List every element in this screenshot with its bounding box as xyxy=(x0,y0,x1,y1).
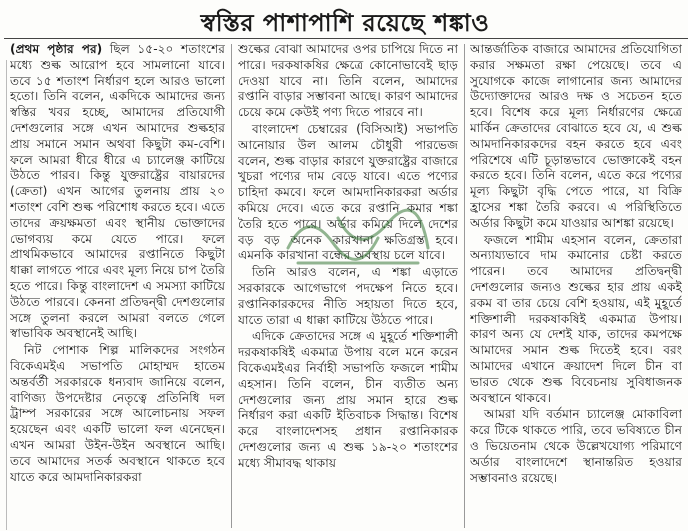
paragraph: শুল্কের বোঝা আমাদের ওপর চাপিয়ে দিতে না পারে। দরকষাকষির ক্ষেত্রে কোনোভাবেই ছাড় দেওয়া যাবে না। তিনি বলেন, আমাদের রপ্তানি বাড়ার সম্ভাবনা আছে। কারণ আমাদের চেয়ে কমে কেউই পণ্য দিতে পারবে না। xyxy=(238,42,458,120)
column-separator xyxy=(231,44,232,528)
paragraph: তিনি আরও বলেন, এ শঙ্কা এড়াতে সরকারকে আগেভাগে পদক্ষেপ নিতে হবে। রপ্তানিকারকদের নীতি সহায়তা দিতে হবে, যাতে তারা এ ধাক্কা কাটিয়ে উঠতে পারে। xyxy=(238,265,458,327)
paragraph: নিট পোশাক শিল্প মালিকদের সংগঠন বিকেএমইএ সভাপতি মোহাম্মদ হাতেম অন্তর্বর্তী সরকারকে ধন্যবাদ জানিয়ে বলেন, বাণিজ্য উপদেষ্টার নেতৃত্বে প্রতিনিধি দল ট্রাম্প সরকারের সঙ্গে আলোচনায় সফল হয়েছেন এবং একটি ভালো ফল এনেছেন। এখন আমরা উইন-উইন অবস্থানে আছি। তবে আমাদের সতর্ক অবস্থানে থাকতে হবে যাতে করে আমদানিকারকরা xyxy=(10,343,225,484)
column-separator xyxy=(464,44,465,528)
paragraph: বাংলাদেশ চেম্বারের (বিসিআই) সভাপতি আনোয়ার উল আলম চৌধুরী পারভেজ বলেন, শুল্ক বাড়ার কারণে যুক্তরাষ্ট্রের বাজারে খুচরা পণ্যের দাম বেড়ে যাবে। এতে পণ্যের চাহিদা কমবে। ফলে আমদানিকারকরা অর্ডার কমিয়ে দেবে। এতে করে রপ্তানি কমার শঙ্কা তৈরি হতে পারে। অর্ডার কমিয়ে দিলে দেশের বড় বড় অনেক কারখানা ক্ষতিগ্রস্ত হবে। এমনকি কারখানা বন্ধের অবস্থায় চলে যাবে। xyxy=(238,121,458,263)
article-column-3 xyxy=(470,42,682,528)
continuation-marker: (প্রথম পৃষ্ঠার পর) xyxy=(10,42,103,56)
adjacent-column-edge xyxy=(0,60,7,530)
paragraph: এদিকে ক্রেতাদের সঙ্গে এ মুহূর্তে শক্তিশালী দরকষাকষিই একমাত্র উপায় বলে মনে করেন বিকেএমইএর নির্বাহী সভাপতি ফজলে শামীম এহসান। তিনি বলেন, চীন ব্যতীত অন্য দেশগুলোর জন্য প্রায় সমান হারে শুল্ক নির্ধারণ করা একটি ইতিবাচক সিদ্ধান্ত। বিশেষ করে বাংলাদেশসহ প্রধান রপ্তানিকারক দেশগুলোর জন্য এ শুল্ক ১৯-২০ শতাংশের মধ্যে সীমাবদ্ধ থাকায় xyxy=(238,329,458,470)
headline-divider xyxy=(4,38,688,39)
paragraph xyxy=(10,42,225,342)
paragraph: ফজলে শামীম এহসান বলেন, ক্রেতারা অন্যায্যভাবে দাম কমানোর চেষ্টা করতে পারেন। তবে আমাদের প্রতিদ্বন্দ্বী দেশগুলোর জন্যও শুল্কের হার প্রায় একই রকম বা তার চেয়ে বেশি হওয়ায়, এই মুহূর্তে শক্তিশালী দরকষাকষিই একমাত্র উপায়। কারণ অন্য যে দেশই যাক, তাদের কমপক্ষে আমাদের সমান শুল্ক দিতেই হবে। বরং আমাদের এখানে ক্রয়াদেশ দিলে চীন বা ভারত থেকে শুল্ক বিবেচনায় সুবিধাজনক অবস্থানে থাকবে। xyxy=(470,232,682,405)
article-headline: স্বস্তির পাশাপাশি রয়েছে শঙ্কাও xyxy=(200,8,490,37)
article-column-1 xyxy=(10,42,225,528)
paragraph: আমরা যদি বর্তমান চ্যালেঞ্জ মোকাবিলা করে টিকে থাকতে পারি, তবে ভবিষ্যতে চীন ও ভিয়েতনাম থেকে উল্লেখযোগ্য পরিমাণে অর্ডার বাংলাদেশে স্থানান্তরিত হওয়ার সম্ভাবনাও রয়েছে। xyxy=(470,407,682,485)
paragraph: আন্তর্জাতিক বাজারে আমাদের প্রতিযোগিতা করার সক্ষমতা রক্ষা পেয়েছে। তবে এ সুযোগকে কাজে লাগানোর জন্য আমাদের উদ্যোক্তাদের আরও দক্ষ ও সচেতন হতে হবে। বিশেষ করে মূল্য নির্ধারণের ক্ষেত্রে মার্কিন ক্রেতাদের বোঝাতে হবে যে, এ শুল্ক আমদানিকারকদের বহন করতে হবে এবং পরিশেষে এটি চূড়ান্তভাবে ভোক্তাকেই বহন করতে হবে। তিনি বলেন, এতে করে পণ্যের মূল্য কিছুটা বৃদ্ধি পেতে পারে, যা বিক্রি হ্রাসের শঙ্কা তৈরি করবে। এ পরিস্থিতিতে অর্ডার কিছুটা কমে যাওয়ার আশঙ্কা রয়েছে। xyxy=(470,42,682,230)
article-column-2 xyxy=(238,42,458,528)
paragraph-text: ছিল ১৫-২০ শতাংশের মধ্যে শুল্ক আরোপ হবে সামলানো যাবে। তবে ১৫ শতাংশ নির্ধারণ হলে আরও ভালো হতো। তিনি বলেন, একদিকে আমাদের জন্য স্বস্তির খবর হচ্ছে, আমাদের প্রতিযোগী দেশগুলোর সঙ্গে এখন আমাদের শুল্কহার প্রায় সমানে সমান অথবা কিছুটা কম-বেশি। ফলে আমরা ধীরে ধীরে এ চ্যালেঞ্জ কাটিয়ে উঠতে পারব। কিন্তু যুক্তরাষ্ট্রের বায়ারদের (ক্রেতা) এখন আগের তুলনায় প্রায় ২০ শতাংশ বেশি শুল্ক পরিশোধ করতে হবে। এতে তাদের ক্রয়ক্ষমতা এবং স্থানীয় ভোক্তাদের ভোগব্যয় কমে যেতে পারে। ফলে প্রাথমিকভাবে আমাদের রপ্তানিতে কিছুটা ধাক্কা লাগতে পারে এবং মূল্য নিয়ে চাপ তৈরি হতে পারে। কিন্তু বাংলাদেশ এ সমস্যা কাটিয়ে উঠতে পারবে। কেননা প্রতিদ্বন্দ্বী দেশগুলোর সঙ্গে তুলনা করলে আমরা বলতে গেলে স্বাভাবিক অবস্থানেই আছি। xyxy=(10,42,225,341)
